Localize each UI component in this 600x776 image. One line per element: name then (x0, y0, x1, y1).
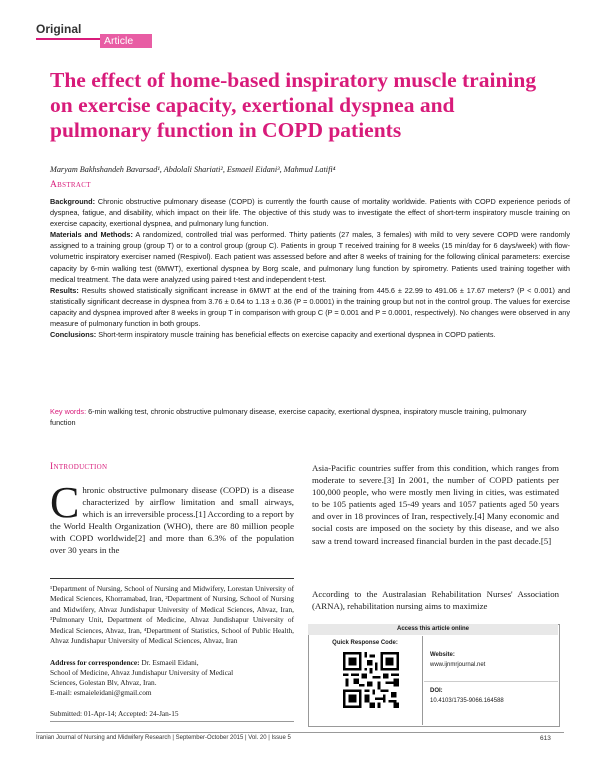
abstract-methods (50, 229, 570, 284)
author-list: Maryam Bakhshandeh Bavarsad¹, Abdolali Shariati², Esmaeil Eidani³, Mahmud Latifi⁴ (50, 165, 336, 174)
article-type-badge: Article (100, 34, 152, 48)
access-online-heading: Access this article online (308, 624, 558, 635)
results-label: Results: (50, 285, 79, 295)
introduction-left-column (50, 478, 294, 557)
journal-footer: Iranian Journal of Nursing and Midwifery Research | September-October 2015 | Vol. 20 | Issue 5 (36, 735, 291, 741)
abstract-heading: Abstract (50, 180, 91, 190)
correspondence-label: Address for correspondence: (50, 658, 140, 667)
access-box-divider (422, 636, 423, 725)
drop-cap: C (50, 478, 80, 527)
abstract-conclusions (50, 329, 570, 340)
introduction-heading: Introduction (50, 462, 108, 472)
affiliation-divider (50, 578, 294, 579)
abstract-background (50, 196, 570, 229)
doi-value[interactable]: 10.4103/1735-9066.164588 (430, 698, 504, 704)
intro-paragraph-1: hronic obstructive pulmonary disease (COPD) is a disease characterized by airflow limitation and small airways, which is an irreversible process.[1] According to a report by the World Health Organization (WHO), there are 80 million people with COPD worldwide[2] and more than 6.3% of the population over 30 years in the (50, 485, 294, 556)
website-link[interactable]: www.ijnmrjournal.net (430, 662, 486, 668)
website-label: Website: (430, 652, 455, 658)
results-text: Results showed statistically significant increase in 6MWT at the end of the training from 445.6 ± 22.99 to 491.06 ± 17.67 meters? (P < 0.001) and statistically significant decrease in dyspnea from 3.76 ± 0.64 to 1.13 ± 0.36 (P = 0.0001) in the training group but not in the control group. The values for exercise capacity and dyspnea improved after 8 weeks in group T in comparison with group C (P = 0.001 and P = 0.0001, respectively). No changes were observed in any measure of pulmonary function in both groups. (50, 285, 571, 329)
keywords-label: Key words: (50, 407, 87, 416)
methods-text: A randomized, controlled trial was performed. Thirty patients (27 males, 3 females) with mild to very severe COPD were randomly assigned to a training group (group T) or to a control group (group C). Patients in group T received training for 8 weeks (15 min/day for 6 days/week) with flow-volumetric inspiratory exerciser named (Respivol). Each patient was assessed before and after 8 weeks of training for the following clinical parameters: exercise capacity by 6-min walking test (6MWT), exertional dyspnea by Borg scale, and pulmonary lung function by spirometry. Patients used training together with medical treatment. The data were analyzed using paired t-test and independent t-test. (50, 230, 571, 284)
page-number: 613 (540, 735, 551, 742)
keywords (50, 406, 550, 428)
keywords-text: 6-min walking test, chronic obstructive pulmonary disease, exercise capacity, exertional dyspnea, inspiratory muscle training, pulmonary function (50, 407, 527, 427)
submission-dates: Submitted: 01-Apr-14; Accepted: 24-Jan-15 (50, 709, 179, 718)
bottom-left-divider (50, 721, 294, 722)
affiliations: ¹Department of Nursing, School of Nursing and Midwifery, Lorestan University of Medical Sciences, Khorramabad, Iran, ²Department of Nursing, School of Nursing and Midwifery, Ahvaz Jundishapur University of Medical Sciences, Ahvaz, Iran, ³Pulmonary Unit, Department of Medicine, Ahvaz Jundishapur University of Medical Sciences, Ahvaz, Iran, ⁴Department of Statistics, School of Public Health, Ahvaz Jundishapur University of Medical Sciences, Ahvaz, Iran (50, 584, 294, 646)
correspondence-line-1: School of Medicine, Ahvaz Jundishapur University of Medical (50, 668, 234, 677)
methods-label: Materials and Methods: (50, 230, 133, 240)
abstract-body (50, 196, 570, 340)
intro-right-paragraph-2: According to the Australasian Rehabilitation Nurses' Association (ARNA), rehabilitation nursing aims to maximize (312, 589, 559, 612)
access-box-row-divider (424, 681, 558, 682)
footer-rule (36, 732, 564, 733)
correspondence-line-2: Sciences, Golestan Blv, Ahvaz, Iran. (50, 678, 157, 687)
background-text: Chronic obstructive pulmonary disease (COPD) is currently the fourth cause of mortality worldwide. Patients with COPD experience periods of dyspnea, fatigue, and disability, which impact on their life. The objective of this study was to investigate the effect of short-term inspiratory muscle training on exercise capacity, exertional dyspnea, and pulmonary lung function. (50, 197, 570, 229)
doi-label: DOI: (430, 688, 443, 694)
correspondence-email[interactable]: E-mail: esmaieleidani@gmail.com (50, 688, 152, 697)
correspondence-block (50, 658, 294, 698)
correspondence-name: Dr. Esmaeil Eidani, (141, 658, 199, 667)
conclusions-text: Short-term inspiratory muscle training has beneficial effects on exercise capacity and exertional dyspnea in COPD patients. (98, 330, 496, 340)
article-type-label: Original (36, 22, 82, 36)
intro-right-paragraph-1: Asia-Pacific countries suffer from this condition, which ranges from moderate to severe.[3] In 2001, the number of COPD patients per 100,000 people, who were mostly men living in cities, was estimated to be 105 patients aged 15-49 years and 1057 patients aged 50 years and over in 18 provinces of Iran, respectively.[4] Many economic and social costs are imposed on the society by this disease, and we also saw a trend toward increased financial burden in the past decade.[5] (312, 463, 559, 546)
background-label: Background: (50, 197, 95, 206)
paper-title: The effect of home-based inspiratory muscle training on exercise capacity, exertional dyspnea and pulmonary function in COPD patients (50, 68, 537, 142)
qr-code-icon[interactable] (343, 652, 399, 708)
abstract-results (50, 285, 570, 329)
conclusions-label: Conclusions: (50, 330, 97, 340)
qr-code-label: Quick Response Code: (332, 640, 398, 646)
